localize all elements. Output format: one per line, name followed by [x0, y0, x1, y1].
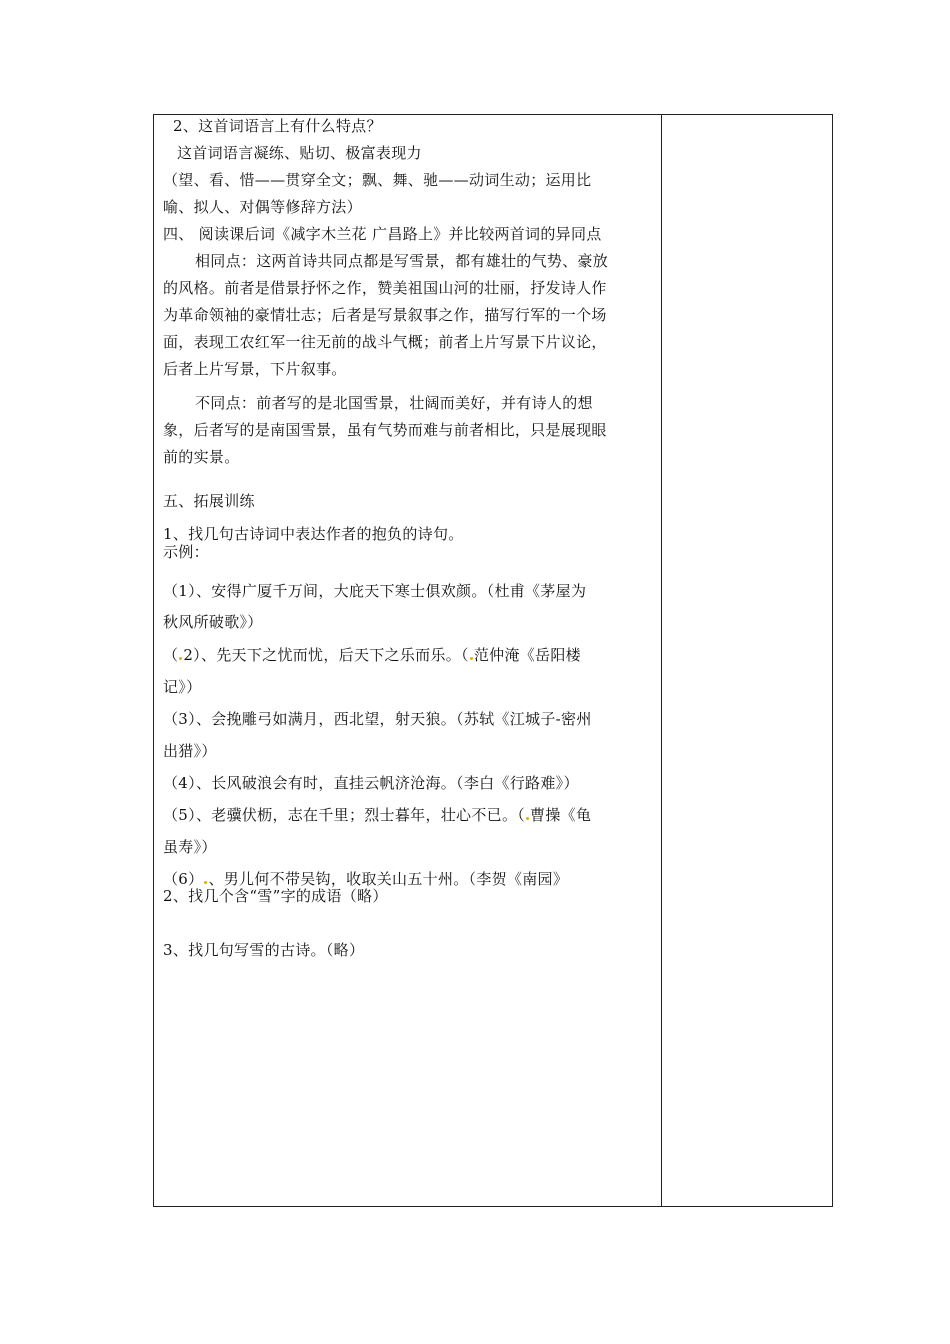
example-2-line-2: 记》） [163, 678, 202, 696]
similarities-line-4: 面，表现工农红军一往无前的战斗气概；前者上片写景下片议论， [163, 333, 607, 351]
example-2-line-1: （ 2）、先天下之忧而忧，后天下之乐而乐。（ 范仲淹《岳阳楼 [163, 646, 581, 664]
answer-2-detail-line-2: 喻、拟人、对偶等修辞方法） [163, 198, 362, 216]
question-2: 2、这首词语言上有什么特点？ [173, 117, 382, 135]
example-4: （4）、长风破浪会有时，直挂云帆济沧海。（李白《行路难》） [163, 774, 579, 792]
example-3-line-2: 出猎》） [163, 742, 217, 760]
similarities-line-1: 相同点：这两首诗共同点都是写雪景，都有雄壮的气势、豪放 [195, 252, 609, 270]
task-1: 1、找几句古诗词中表达作者的抱负的诗句。 [163, 525, 464, 543]
example-5-line-2: 虽寿》） [163, 838, 217, 856]
similarities-line-5: 后者上片写景，下片叙事。 [163, 360, 347, 378]
task-2: 2、找几个含“雪”字的成语（略） [163, 887, 388, 905]
task-3: 3、找几句写雪的古诗。（略） [163, 941, 365, 959]
differences-line-1: 不同点：前者写的是北国雪景，壮阔而美好，并有诗人的想 [195, 394, 593, 412]
annotation-dot [179, 657, 182, 660]
example-6: （6） 、男儿何不带吴钩，收取关山五十州。（李贺《南园》 [163, 870, 569, 888]
example-5-line-1: （5）、老骥伏枥，志在千里；烈士暮年，壮心不已。（ 曹操《龟 [163, 806, 592, 824]
answer-2-detail-line-1: （望、看、惜——贯穿全文；飘、舞、驰——动词生动；运用比 [163, 171, 592, 189]
section-5-heading: 五、拓展训练 [163, 492, 255, 510]
example-label: 示例： [163, 543, 209, 561]
annotation-dot [204, 881, 207, 884]
differences-line-3: 前的实景。 [163, 448, 240, 466]
annotation-dot [470, 657, 473, 660]
example-1-line-2: 秋风所破歌》） [163, 613, 263, 631]
section-4-heading: 四、 阅读课后词《减字木兰花 广昌路上》并比较两首词的异同点 [163, 225, 602, 243]
differences-line-2: 象，后者写的是南国雪景，虽有气势而难与前者相比，只是展现眼 [163, 421, 607, 439]
example-3-line-1: （3）、会挽雕弓如满月，西北望，射天狼。（苏轼《江城子-密州 [163, 710, 592, 728]
example-1-line-1: （1）、安得广厦千万间，大庇天下寒士俱欢颜。（杜甫《茅屋为 [163, 582, 587, 600]
similarities-line-3: 为革命领袖的豪情壮志；后者是写景叙事之作，描写行军的一个场 [163, 306, 607, 324]
answer-2: 这首词语言凝练、贴切、极富表现力 [177, 144, 422, 162]
column-divider [661, 114, 662, 1207]
annotation-dot [526, 817, 529, 820]
similarities-line-2: 的风格。前者是借景抒怀之作，赞美祖国山河的壮丽，抒发诗人作 [163, 279, 607, 297]
